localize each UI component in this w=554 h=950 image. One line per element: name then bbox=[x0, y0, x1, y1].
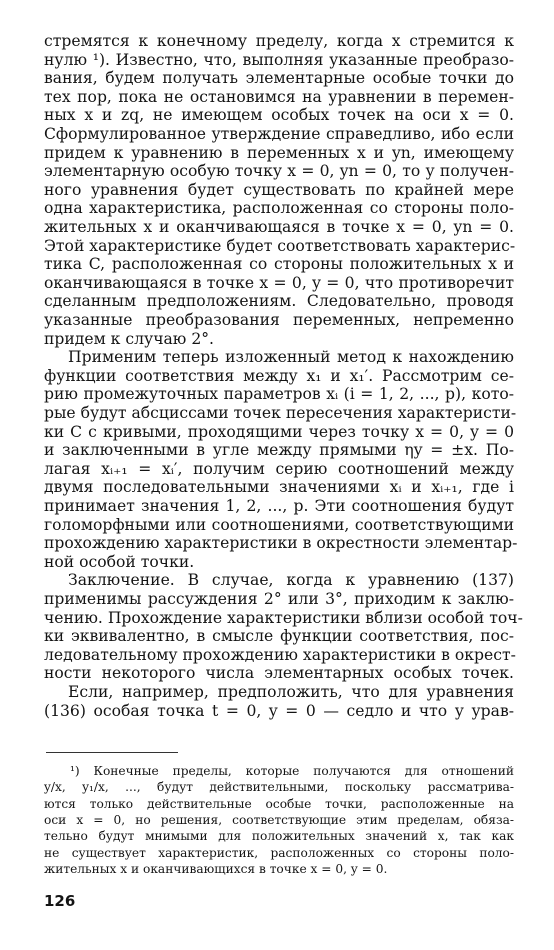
text-line: ледовательному прохождению характеристики в окрест- bbox=[44, 645, 516, 664]
text-line: жительных x и оканчивающаяся в точке x = 0, yn = 0. bbox=[44, 218, 514, 236]
text-line: придем к случаю 2°. bbox=[44, 329, 215, 348]
footnote-line: тельно будут мнимыми для положительных значений x, так как bbox=[44, 829, 514, 844]
text-line: ного уравнения будет существовать по крайней мере bbox=[44, 180, 514, 199]
text-line: нулю ¹). Известно, что, выполняя указанные преобразо- bbox=[44, 50, 514, 69]
text-line: указанные преобразования переменных, непременно bbox=[44, 311, 514, 329]
text-line: рые будут абсциссами точек пересечения характеристи- bbox=[44, 404, 517, 422]
footnote-line: ¹) Конечные пределы, которые получаются для отношений bbox=[70, 764, 514, 778]
text-line: двумя последовательными значениями xᵢ и xᵢ₊₁, где i bbox=[44, 478, 514, 497]
text-line: лагая xᵢ₊₁ = xᵢ′, получим серию соотношений между bbox=[44, 459, 514, 478]
text-line: ки эквивалентно, в смысле функции соответствия, пос- bbox=[44, 627, 514, 646]
text-line: принимает значения 1, 2, ..., p. Эти соотношения будут bbox=[44, 497, 514, 515]
text-line: (136) особая точка t = 0, y = 0 — седло и что у урав- bbox=[44, 701, 514, 720]
text-line: придем к уравнению в переменных x и yn, имеющему bbox=[44, 143, 514, 162]
page-number: 126 bbox=[44, 892, 76, 910]
text-line: одна характеристика, расположенная со стороны поло- bbox=[44, 199, 514, 218]
footnote-line: оси x = 0, но решения, соответствующие этим пределам, обяза- bbox=[44, 812, 514, 827]
footnote-line: y/x, y₁/x, ..., будут действительными, поскольку рассматрива- bbox=[44, 780, 514, 795]
footnote-line: не существует характеристик, расположенных со стороны поло- bbox=[44, 845, 514, 860]
text-line: сделанным предположениям. Следовательно, проводя bbox=[44, 292, 514, 311]
text-line: Применим теперь изложенный метод к нахождению bbox=[68, 348, 514, 367]
text-line: ки C с кривыми, проходящими через точку x = 0, y = 0 bbox=[44, 422, 514, 441]
text-line: голоморфными или соотношениями, соответствующими bbox=[44, 515, 514, 534]
text-line: и заключенными в угле между прямыми ηy = ±x. По- bbox=[44, 441, 514, 460]
text-line: вания, будем получать элементарные особые точки до bbox=[44, 69, 514, 88]
text-line: функции соответствия между x₁ и x₁′. Рассмотрим се- bbox=[44, 366, 514, 385]
text-line: тика C, расположенная со стороны положительных x и bbox=[44, 255, 514, 274]
text-line: Если, например, предположить, что для уравнения bbox=[68, 683, 514, 701]
text-line: ности некоторого числа элементарных особых точек. bbox=[44, 664, 514, 683]
text-line: тех пор, пока не остановимся на уравнении в перемен- bbox=[44, 87, 514, 106]
text-line: чению. Прохождение характеристики вблизи особой точ- bbox=[44, 608, 523, 627]
text-line: Этой характеристике будет соответствовать характерис- bbox=[44, 236, 516, 255]
text-line: ной особой точки. bbox=[44, 552, 195, 571]
footnote-rule bbox=[46, 752, 178, 753]
text-line: стремятся к конечному пределу, когда x стремится к bbox=[44, 32, 514, 50]
footnote-line: ются только действительные особые точки, расположенные на bbox=[44, 796, 514, 811]
footnote-line: жительных x и оканчивающихся в точке x = 0, y = 0. bbox=[44, 861, 388, 876]
text-line: применимы рассуждения 2° или 3°, приходим к заклю- bbox=[44, 590, 514, 608]
text-line: рию промежуточных параметров xᵢ (i = 1, 2, ..., p), кото- bbox=[44, 385, 514, 404]
text-line: Сформулированное утверждение справедливо, ибо если bbox=[44, 125, 514, 143]
text-line: ных x и zq, не имеющем особых точек на оси x = 0. bbox=[44, 106, 514, 125]
text-line: Заключение. В случае, когда к уравнению (137) bbox=[68, 571, 514, 590]
text-line: элементарную особую точку x = 0, yn = 0, то у получен- bbox=[44, 162, 514, 181]
text-line: прохождению характеристики в окрестности элементар- bbox=[44, 534, 518, 553]
text-line: оканчивающаяся в точке x = 0, y = 0, что противоречит bbox=[44, 273, 514, 292]
